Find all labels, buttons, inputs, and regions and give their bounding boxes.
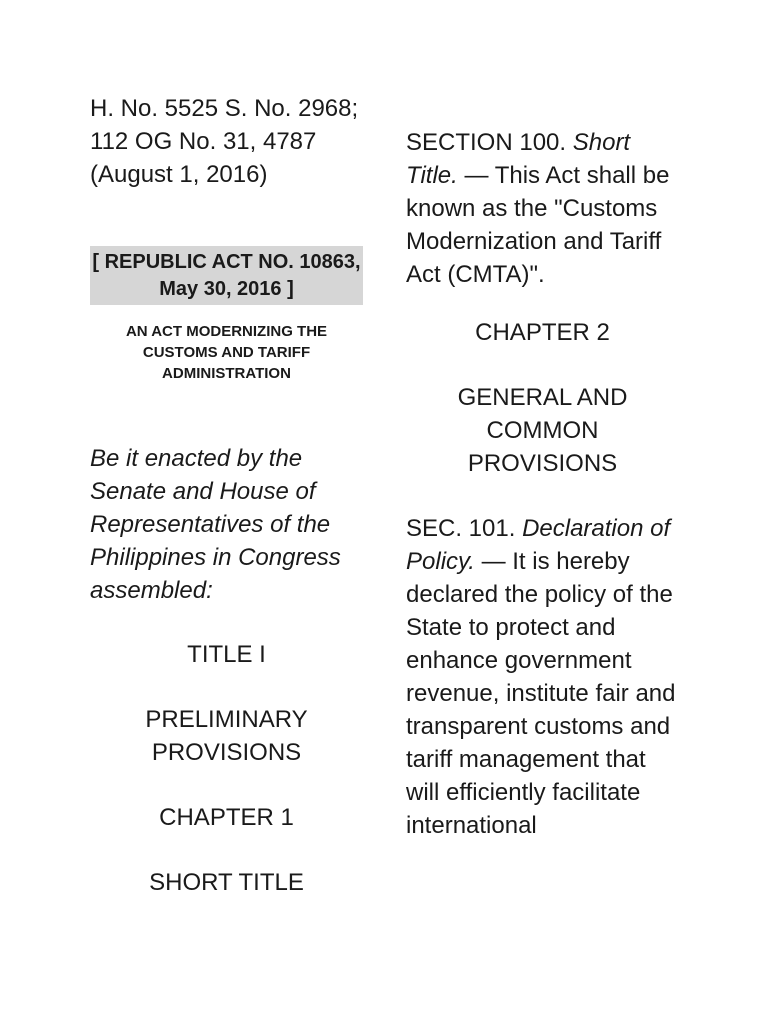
act-title: AN ACT MODERNIZING THE CUSTOMS AND TARIFF ADMINISTRATION: [125, 323, 328, 382]
enacting-clause: Be it enacted by the Senate and House of Representatives of the Philippines in Congress assembled:: [90, 445, 341, 604]
section-101-label: SEC. 101.: [406, 515, 523, 542]
section-100-text: — This Act shall be known as the "Customs Modernization and Tariff Act (CMTA)".: [406, 162, 670, 288]
chapter-2-heading: CHAPTER 2: [475, 319, 610, 346]
section-100-label: SECTION 100.: [406, 129, 573, 156]
right-column: [406, 126, 681, 842]
citation: H. No. 5525 S. No. 2968; 112 OG No. 31, 4787 (August 1, 2016): [90, 95, 359, 188]
section-101-title: Declaration of Policy.: [406, 515, 671, 575]
section-100: [406, 126, 681, 291]
section-101-text: — It is hereby declared the policy of the State to protect and enhance government revenue, institute fair and transparent customs and tariff management that will efficiently facilitate international: [406, 548, 676, 839]
title-heading: TITLE I: [187, 641, 266, 668]
section-101: [406, 512, 681, 842]
chapter-1-name: SHORT TITLE: [149, 869, 304, 896]
left-column: [90, 92, 365, 899]
title-name: PRELIMINARY PROVISIONS: [145, 706, 308, 766]
chapter-1-heading: CHAPTER 1: [159, 804, 294, 831]
act-number-banner: [ REPUBLIC ACT NO. 10863, May 30, 2016 ]: [90, 246, 363, 305]
section-100-title: Short Title.: [406, 129, 631, 189]
chapter-2-name: GENERAL AND COMMON PROVISIONS: [457, 384, 628, 477]
